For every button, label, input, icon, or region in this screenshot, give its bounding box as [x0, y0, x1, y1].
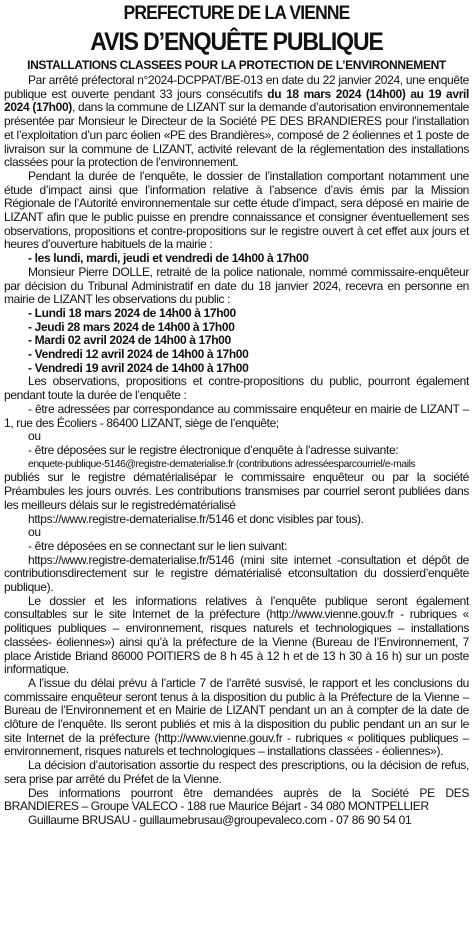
- permanence-item: - Mardi 02 avril 2024 de 14h00 à 17h00: [28, 333, 231, 348]
- or-separator: ou: [28, 525, 41, 540]
- paragraph-commissioner: Monsieur Pierre DOLLE, retraité de la police nationale, nommé commissaire-enquêteur par décision du Tribunal Administratif en date du 18 janvier 2024, recevra en personne en mairie de LIZANT les observations du public :: [4, 264, 469, 307]
- decree-text-a: Par arrêté préfectoral n°2024-DCPPAT/BE-013 en date du 22 janvier 2024, une enquête publique est ouverte pendant 33 jours consécutifs: [4, 73, 469, 101]
- permanence-list: [4, 307, 469, 376]
- paragraph-observations: Les observations, propositions et contre-propositions du public, pourront également pendant toute la durée de l’enquête :: [4, 374, 469, 403]
- option-online-link: - être déposées en se connectant sur le lien suivant:: [28, 538, 287, 553]
- permanence-item: - Lundi 18 mars 2024 de 14h00 à 17h00: [28, 305, 236, 320]
- paragraph-decision: La décision d’autorisation assortie du respect des prescriptions, ou la décision de refus, sera prise par arrêté du Préfet de la Vienne.: [4, 758, 469, 786]
- option-electronic-register: - être déposées sur le registre électronique d’enquête à l’adresse suivante:: [28, 442, 399, 457]
- paragraph-information: Des informations pourront être demandées auprès de la Société PE DES BRANDIERES – Groupe VALECO - 188 rue Maurice Béjart - 34 080 MONTPELLIER: [4, 785, 469, 814]
- paragraph-publication: publiés sur le registre dématérialisépar le commissaire enquêteur ou par la société Préambules les jours ouvrés. Les contributions transmises par courriel seront publiées dans les meilleurs délais sur le registredématérialisé: [4, 470, 469, 512]
- register-url: https://www.registre-dematerialise.fr/5146 et donc visibles par tous).: [28, 511, 364, 526]
- prefecture-heading: PREFECTURE DE LA VIENNE: [123, 3, 350, 24]
- permanence-item: - Vendredi 19 avril 2024 de 14h00 à 17h00: [28, 360, 249, 375]
- permanence-item: - Jeudi 28 mars 2024 de 14h00 à 17h00: [28, 319, 235, 334]
- notice-subtitle: INSTALLATIONS CLASSEES POUR LA PROTECTION DE L’ENVIRONNEMENT: [27, 58, 446, 72]
- paragraph-decree: [4, 74, 469, 170]
- decree-text-c: , dans la commune de LIZANT sur la demande d’autorisation environnementale présentée par Monsieur le Directeur de la Société PE DES BRANDIERES pour l’installation et l’exploitation d’un parc éolien «PE des Brandières», composé de 2 éoliennes et 1 poste de livraison sur la commune de LIZANT, activité relevant de la réglementation des installations classées pour la protection de l’environnement.: [4, 100, 469, 170]
- permanence-item: - Vendredi 12 avril 2024 de 14h00 à 17h00: [28, 347, 249, 362]
- enquiry-dates: du 18 mars 2024 (14h00) au 19 avril 2024 (17h00): [4, 86, 469, 115]
- town-hall-hours: - les lundi, mardi, jeudi et vendredi de 14h00 à 17h00: [28, 251, 309, 266]
- notice-title: AVIS D’ENQUÊTE PUBLIQUE: [90, 28, 383, 56]
- or-separator: ou: [28, 429, 41, 444]
- paragraph-dossier: Pendant la durée de l’enquête, le dossier de l’installation comportant notamment une étude d’impact ainsi que l’information relative à l’absence d’avis émis par la Mission Régionale de l’Autorité environnementale sur cette étude d’impact, sera déposé en mairie de LIZANT afin que le public puisse en prendre connaissance et consigner éventuellement ses observations, propositions et contre-propositions sur le registre ouvert à cet effet aux jours et heures d’ouverture habituels de la mairie :: [4, 168, 469, 252]
- paragraph-mini-site: https://www.registre-dematerialise.fr/5146 (mini site internet -consultation et dépôt de contributionsdirectement sur le registre dématérialisé etconsultation du dossierd’enquête publique).: [4, 552, 469, 595]
- option-mail: - être adressées par correspondance au commissaire enquêteur en mairie de LIZANT – 1, rue des Écoliers - 86400 LIZANT, siège de l’enquête;: [4, 401, 469, 430]
- register-email: enquete-publique-5146@registre-dematerialise.fr (contributions adresséesparcourriel/e-mails: [28, 458, 416, 470]
- paragraph-prefecture-website: Le dossier et les informations relatives à l’enquête publique seront également consultables sur le site Internet de la préfecture (http://www.vienne.gouv.fr - rubriques « politiques publiques – environnement, risques naturels et technologiques – installations classées- éoliennes») ainsi qu’à la préfecture de la Vienne (Bureau de l’Environnement, 7 place Aristide Briand 86000 POITIERS de 8 h 45 à 12 h et de 13 h 30 à 16 h) sur un poste informatique.: [4, 593, 469, 677]
- paragraph-report: A l’issue du délai prévu à l’article 7 de l’arrêté susvisé, le rapport et les conclusions du commissaire enquêteur seront tenus à la disposition du public à la Préfecture de la Vienne – Bureau de l’Environnement et en Mairie de LIZANT pendant un an à compter de la date de clôture de l’enquête. Ils seront publiés et mis à la disposition du public pendant un an sur le site Internet de la préfecture (http://www.vienne.gouv.fr - rubriques « politiques publiques – environnement, risques naturels et technologiques – installations classées - éoliennes»).: [4, 675, 469, 759]
- contact-line: Guillaume BRUSAU - guillaumebrusau@groupevaleco.com - 07 86 90 54 01: [28, 812, 412, 827]
